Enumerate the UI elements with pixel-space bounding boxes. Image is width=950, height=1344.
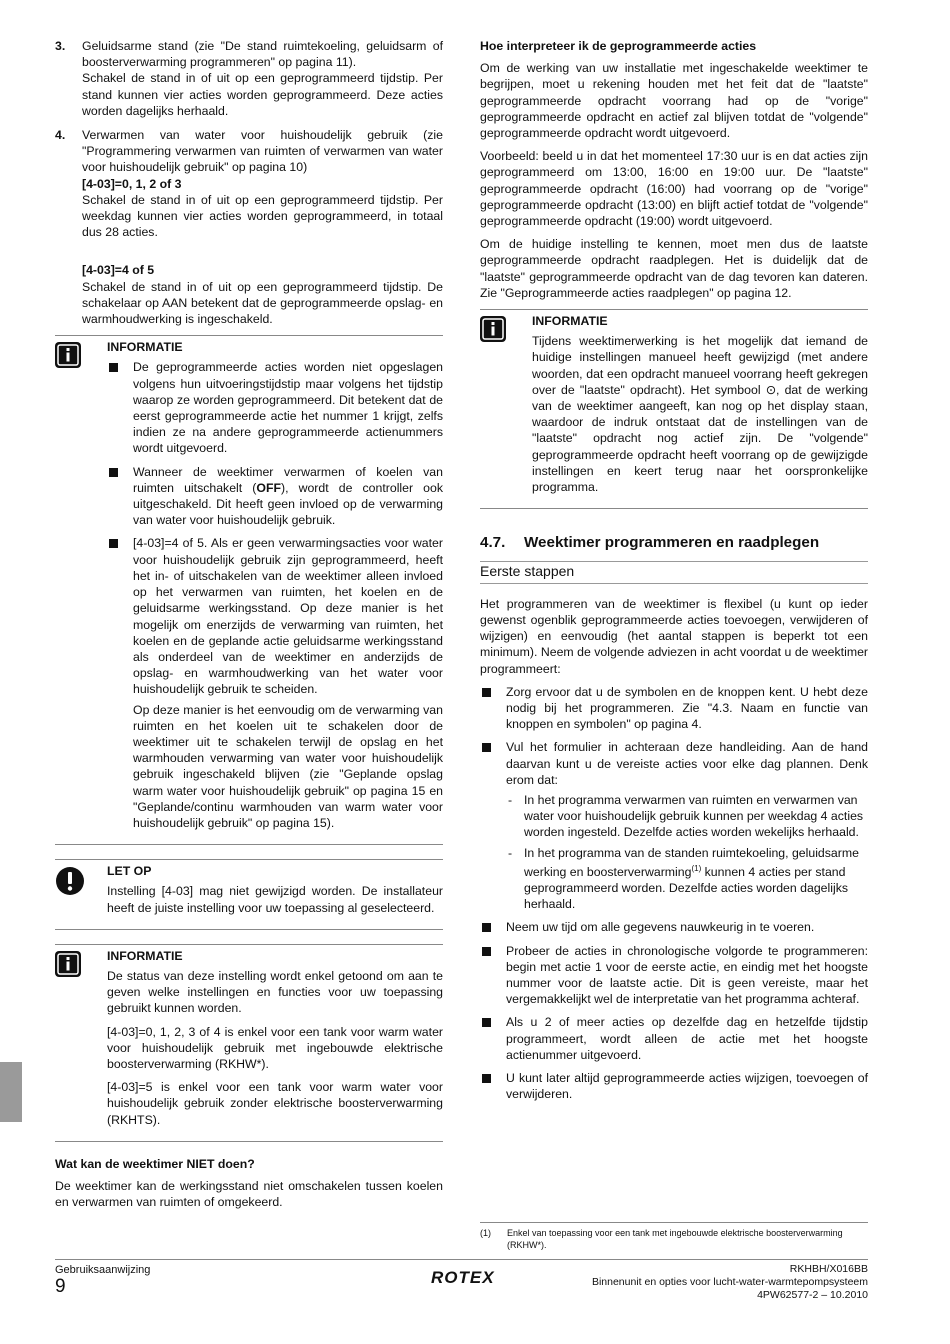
info-box: INFORMATIE Tijdens weektimerwerking is het mogelijk dat iemand de huidige instellingen manueel heeft gewijzigd (met andere woorden, dat een opdracht manueel voorrang heeft gekregen over de "laatste" opdracht). Het symbool ⊙, dat de werking van de weektimer aangeeft, kan nog op het display staan, waardoor de indruk ontstaat dat de instellingen van de "laatste" opdracht nog actief zijn. De "volgende" geprogrammeerde opdracht heeft voorrang op de gewijzigde instellingen en keert terug naar het oorspronkelijke programma. bbox=[480, 309, 868, 509]
footnote-text: Enkel van toepassing voor een tank met ingebouwde elektrische boosterverwarming (RKHW*). bbox=[507, 1228, 843, 1250]
section-heading: Wat kan de weektimer NIET doen? bbox=[55, 1156, 255, 1171]
footer-product: Binnenunit en opties voor lucht-water-warmtepompsysteem bbox=[591, 1276, 868, 1288]
item-number: 4. bbox=[55, 128, 66, 143]
bullet-icon bbox=[482, 1018, 491, 1027]
left-column bbox=[55, 38, 443, 1217]
chapter-tab bbox=[0, 1062, 22, 1122]
footer-docnum: 4PW62577-2 – 10.2010 bbox=[757, 1289, 868, 1301]
footer-model: RKHBH/X016BB bbox=[789, 1263, 868, 1275]
bullet-item: De geprogrammeerde acties worden niet opgeslagen volgens hun uitvoeringstijdstip maar volgens het tijdstip waarop ze worden geprogrammeerd. Dit betekent dat de eerst geprogrammeerde actie het nummer 1 krijgt, zelfs indien ze na andere geprogrammeerde actienummers wordt uitgevoerd. bbox=[107, 359, 443, 456]
paragraph: De weektimer kan de werkingsstand niet omschakelen tussen koelen en verwarmen van ruimten of omgekeerd. bbox=[55, 1178, 443, 1210]
timer-icon: ⊙ bbox=[765, 382, 777, 397]
info-icon bbox=[55, 951, 81, 977]
bullet-item: [4-03]=4 of 5. Als er geen verwarmingsacties voor water voor huishoudelijk gebruik zijn geprogrammeerd, heeft het in- of uitschakelen van de weektimer alleen invloed op het verwarmen van ruimten, het koelen en de geluidsarme werkingsstand. Op deze manier is het mogelijk om enerzijds de verwarming van ruimten, het koelen en de geplande actie geluidsarme werkingsstand als onderdeel van de weektimer en anderzijds de opslag- en warmhoudwerking van het water voor huishoudelijk gebruik te scheiden. Op deze manier is het eenvoudig om de verwarming van ruimten en het koelen uit te schakelen door de weektimer uit te schakelen terwijl de opslag en het warmhouden verwarming van water voor huishoudelijk gebruik ingeschakeld blijven (zie "Geplande opslag warm water voor huishoudelijk gebruik" op pagina 15 en "Geplande/continu warmhouden van warm water voor huishoudelijk gebruik" op pagina 15). bbox=[107, 535, 443, 831]
bullet-item: Als u 2 of meer acties op dezelfde dag en hetzelfde tijdstip programmeert, wordt alleen de actie met het hoogste actienummer uitgevoerd. bbox=[480, 1014, 868, 1063]
dash-item: - In het programma van de standen ruimtekoeling, geluidsarme werking en boosterverwarming$^{(1)}$ kunnen 4 acties per stand geprogrammeerd worden. Dezelfde acties worden dagelijks herhaald. bbox=[508, 845, 859, 912]
info-title: INFORMATIE bbox=[107, 340, 183, 355]
info-box: INFORMATIE De status van deze instelling wordt enkel getoond om aan te geven welke instellingen en functies voor uw toepassing gebruikt kunnen worden. [4-03]=0, 1, 2, 3 of 4 is enkel voor een tank voor warm water voor huishoudelijk gebruik met ingebouwde elektrische boosterverwarming (RKHW*). [4-03]=5 is enkel voor een tank voor warm water voor huishoudelijk gebruik zonder elektrische boosterverwarming (RKHTS). bbox=[55, 944, 443, 1142]
page-number: 9 bbox=[55, 1276, 66, 1297]
info-icon bbox=[480, 316, 506, 342]
setting-heading: [4-03]=4 of 5 bbox=[82, 263, 155, 278]
bullet-icon bbox=[109, 363, 118, 372]
footer-info bbox=[592, 1263, 868, 1302]
bullet-icon bbox=[482, 743, 491, 752]
warning-icon bbox=[55, 866, 81, 892]
warning-title: LET OP bbox=[107, 864, 152, 879]
info-title: INFORMATIE bbox=[532, 314, 608, 329]
setting-text: Schakel de stand in of uit op een geprogrammeerd tijdstip. De schakelaar op AAN betekent dat de geprogrammeerde opslag- en warmhoudwerking is ingeschakeld. bbox=[82, 279, 443, 327]
warning-text: Instelling [4-03] mag niet gewijzigd worden. De installateur heeft de juiste instelling voor uw toepassing al geselecteerd. bbox=[107, 884, 443, 915]
footnote-divider bbox=[480, 1222, 868, 1223]
bullet-item: Wanneer de weektimer verwarmen of koelen van ruimten uitschakelt (OFF), wordt de controller ook uitgeschakeld. Dit heeft geen invloed op de verwarming van water voor huishoudelijk gebruik. bbox=[107, 464, 443, 529]
bullet-item: Vul het formulier in achteraan deze handleiding. Aan de hand daarvan kunt u de vereiste acties voor elke dag plannen. Denk erom dat: - In het programma verwarmen van ruimten en verwarmen van water voor huishoudelijk gebruik kunnen per weekdag 4 acties worden ingesteld. Dezelfde acties worden wekelijks herhaald. - In het programma van de standen ruimtekoeling, geluidsarme werking en boosterverwarming$^{(1)}$ kunnen 4 acties per stand geprogrammeerd worden. Dezelfde acties worden dagelijks herhaald. bbox=[480, 739, 868, 912]
info-box bbox=[55, 335, 443, 845]
bullet-item: Zorg ervoor dat u de symbolen en de knoppen kent. U hebt deze nodig bij het programmeren. Zie "4.3. Naam en functie van knoppen en symbolen" op pagina 4. bbox=[480, 684, 868, 733]
brand-logo: ROTEX bbox=[431, 1268, 495, 1287]
bullet-item: U kunt later altijd geprogrammeerde acties wijzigen, toevoegen of verwijderen. bbox=[480, 1070, 868, 1102]
section-title: 4.7. Weektimer programmeren en raadplegen bbox=[480, 534, 820, 552]
footer-divider bbox=[55, 1259, 868, 1260]
item-title: Geluidsarme stand (zie "De stand ruimtekoeling, geluidsarm of boosterverwarming programmeren" op pagina 11). bbox=[82, 39, 443, 70]
list-item-3 bbox=[55, 38, 443, 119]
paragraph: Om de huidige instelling te kennen, moet men dus de laatste geprogrammeerde opdracht raadplegen. Het is duidelijk dat de "laatste" geprogrammeerde opdracht van de dag tevoren kan dateren. Zie "Geprogrammeerde acties raadplegen" op pagina 12. bbox=[480, 237, 868, 300]
info-icon bbox=[55, 342, 81, 368]
info-title: INFORMATIE bbox=[107, 948, 183, 963]
footnote bbox=[480, 1228, 867, 1251]
item-text: Schakel de stand in of uit op een geprogrammeerd tijdstip. Per stand kunnen vier acties worden geprogrammeerd. Deze acties worden dagelijks herhaald. bbox=[82, 71, 443, 118]
paragraph: Het programmeren van de weektimer is flexibel (u kunt op ieder gewenst ogenblik geprogrammeerde acties toevoegen, verwijderen of wijzigen) en eenvoudig (het aantal stappen is beperkt tot een minimum). Neem de volgende adviezen in acht voordat u de weektimer programmeert: bbox=[480, 596, 868, 676]
bullet-icon bbox=[482, 688, 491, 697]
bullet-item: Neem uw tijd om alle gegevens nauwkeurig in te voeren. bbox=[480, 919, 868, 935]
subsection-title: Eerste stappen bbox=[480, 561, 868, 583]
bullet-icon bbox=[482, 947, 491, 956]
bullet-item: Probeer de acties in chronologische volgorde te programmeren: begin met actie 1 voor de eerste actie, en eindig met het hoogste nummer voor de laatste actie. Dit is geen vereiste, maar het vergemakkelijkt wel de interpretatie van het programma achteraf. bbox=[480, 943, 868, 1008]
section-heading: Hoe interpreteer ik de geprogrammeerde acties bbox=[480, 39, 757, 53]
footnote-mark: (1) bbox=[480, 1228, 491, 1238]
item-number: 3. bbox=[55, 39, 66, 53]
bullet-icon bbox=[109, 468, 118, 477]
footer-doc-type: Gebruiksaanwijzing bbox=[55, 1264, 151, 1276]
setting-heading: [4-03]=0, 1, 2 of 3 bbox=[82, 176, 182, 191]
setting-text: Schakel de stand in of uit op een geprogrammeerd tijdstip. Per weekdag kunnen vier acties worden geprogrammeerd, in totaal dus 28 acties. bbox=[82, 192, 443, 240]
paragraph: Voorbeeld: beeld u in dat het momenteel 17:30 uur is en dat acties zijn geprogrammeerd om 13:00, 16:00 en 19:00 uur. De "laatste" geprogrammeerde opdracht (16:00) had voorrang op de "vorige" geprogrammeerde opdracht (13:00) en blijft actief totdat de "volgende" geprogrammeerde opdracht (19:00) wordt uitgevoerd. bbox=[480, 149, 868, 229]
bullet-icon bbox=[109, 539, 118, 548]
bullet-icon bbox=[482, 923, 491, 932]
dash-item: - In het programma verwarmen van ruimten en verwarmen van water voor huishoudelijk gebruik kunnen per weekdag 4 acties worden ingesteld. Dezelfde acties worden wekelijks herhaald. bbox=[508, 792, 864, 840]
right-column bbox=[480, 38, 868, 1109]
item-title: Verwarmen van water voor huishoudelijk gebruik (zie "Programmering verwarmen van ruimten of verwarmen van water voor huishoudelijk gebruik" op pagina 10) bbox=[82, 128, 443, 175]
paragraph: Om de werking van uw installatie met ingeschakelde weektimer te begrijpen, moet u rekening houden met het feit dat de "laatste" geprogrammeerde opdracht voorrang had op de "vorige" geprogrammeerde opdracht en actief zal blijven totdat de "volgende" geprogrammeerde opdracht wordt uitgevoerd. bbox=[480, 61, 868, 141]
warning-box bbox=[55, 859, 443, 930]
bullet-icon bbox=[482, 1074, 491, 1083]
list-item-4 bbox=[55, 127, 443, 327]
